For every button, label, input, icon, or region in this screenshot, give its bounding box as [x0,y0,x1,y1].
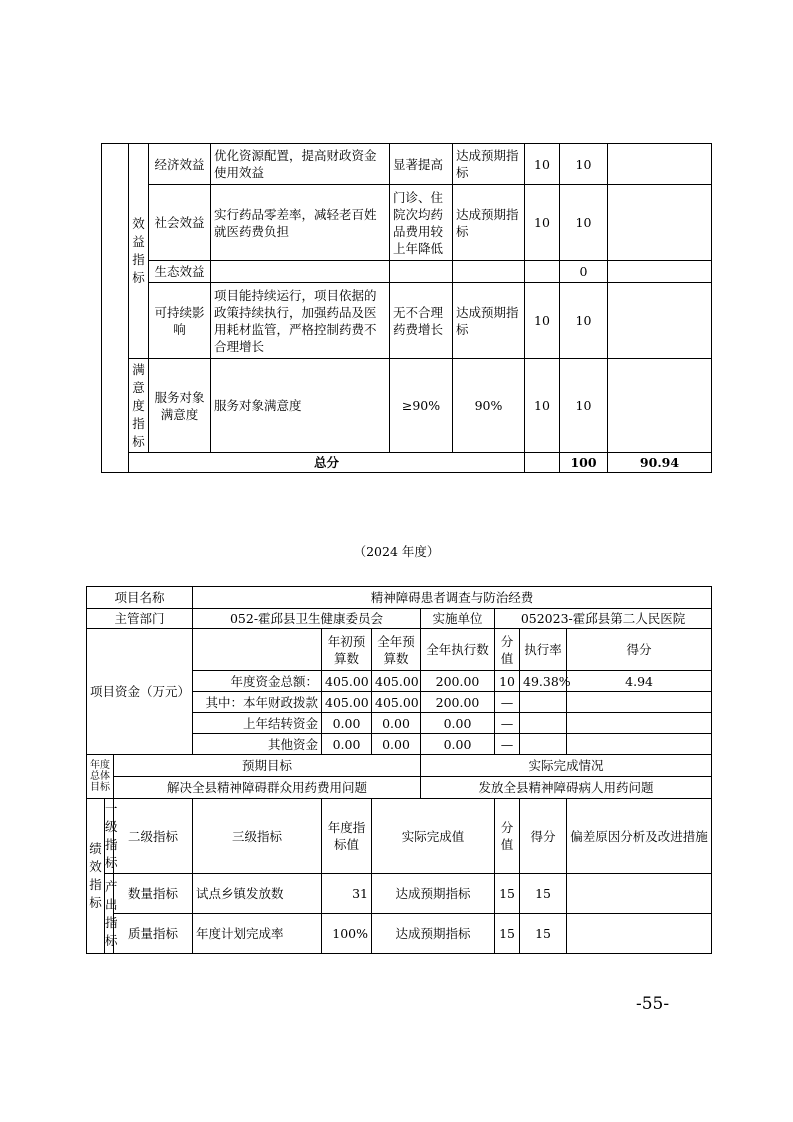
actual-cell: 达成预期指标 [453,185,525,261]
remark-cell [608,359,712,453]
annual-goal-label: 年度总体目标 [87,755,114,799]
initial-budget-cell: 0.00 [322,734,372,755]
level2-cell: 生态效益 [149,261,211,283]
level2-header: 二级指标 [114,799,193,874]
table-row [87,874,712,914]
score-cell: 0 [560,261,608,283]
header-rate: 执行率 [520,629,567,671]
funds-header-row [87,629,712,671]
full-budget-cell: 0.00 [372,734,421,755]
project-name-value: 精神障碍患者调查与防治经费 [193,587,712,609]
rate-cell [520,734,567,755]
executed-cell: 0.00 [421,713,495,734]
executed-cell: 200.00 [421,692,495,713]
actual-cell: 达成预期指标 [453,144,525,185]
project-name-label: 项目名称 [87,587,193,609]
level3-cell: 年度计划完成率 [193,914,322,954]
header-full-budget: 全年预算数 [372,629,421,671]
dept-value: 052-霍邱县卫生健康委员会 [193,609,421,629]
table-row [102,185,712,261]
funds-row-label: 其中：本年财政拨款 [193,692,322,713]
weight-cell: — [495,713,520,734]
target-cell: 31 [322,874,372,914]
total-row [102,453,712,473]
actual-header: 实际完成值 [372,799,495,874]
dept-label: 主管部门 [87,609,193,629]
funds-header-blank [193,629,322,671]
score-cell: 4.94 [567,671,712,692]
executed-cell: 200.00 [421,671,495,692]
full-budget-cell: 405.00 [372,692,421,713]
actual-goal-header: 实际完成情况 [421,755,712,777]
initial-budget-cell: 405.00 [322,692,372,713]
expected-goal-header: 预期目标 [114,755,421,777]
weight-cell: 10 [525,359,560,453]
level2-cell: 经济效益 [149,144,211,185]
funds-row-label: 其他资金 [193,734,322,755]
funds-row-label: 上年结转资金 [193,713,322,734]
weight-header: 分值 [495,799,520,874]
remark-cell [608,185,712,261]
level1-blank-cell [102,144,129,473]
total-score: 90.94 [608,453,712,473]
level2-cell: 社会效益 [149,185,211,261]
actual-cell [453,261,525,283]
header-executed: 全年执行数 [421,629,495,671]
funds-row-label: 年度资金总额： [193,671,322,692]
total-blank-cell [525,453,560,473]
score-cell: 10 [560,185,608,261]
unit-value: 052023-霍邱县第二人民医院 [495,609,712,629]
table-row [102,144,712,185]
actual-goal-value: 发放全县精神障碍病人用药问题 [421,777,712,799]
satisfaction-label: 满意度指标 [129,359,149,453]
target-cell: ≥90% [390,359,453,453]
performance-table-continued [101,143,712,473]
score-cell: 10 [560,283,608,359]
actual-cell: 达成预期指标 [372,874,495,914]
score-cell: 10 [560,359,608,453]
remark-cell [608,283,712,359]
level3-cell: 项目能持续运行，项目依据的政策持续执行，加强药品及医用耗材监管，严格控制药费不合理增长 [211,283,390,359]
category-label: 效益指标 [129,144,149,359]
funds-label: 项目资金（万元） [87,629,193,755]
target-cell: 无不合理药费增长 [390,283,453,359]
goal-header-row [87,755,712,777]
level2-cell: 数量指标 [114,874,193,914]
actual-cell: 达成预期指标 [453,283,525,359]
level1-header: 一级指标 [105,799,114,874]
table-row [87,609,712,629]
table-row [87,914,712,954]
rate-cell [520,713,567,734]
weight-cell: 10 [525,283,560,359]
table-row [102,261,712,283]
actual-cell: 达成预期指标 [372,914,495,954]
target-header: 年度指标值 [322,799,372,874]
level2-cell: 服务对象满意度 [149,359,211,453]
level2-cell: 质量指标 [114,914,193,954]
weight-cell: 10 [525,185,560,261]
goal-row [87,777,712,799]
full-budget-cell: 0.00 [372,713,421,734]
weight-cell: — [495,734,520,755]
header-initial-budget: 年初预算数 [322,629,372,671]
remark-header: 偏差原因分析及改进措施 [567,799,712,874]
weight-cell: 10 [495,671,520,692]
initial-budget-cell: 0.00 [322,713,372,734]
rate-cell: 49.38% [520,671,567,692]
level3-cell [211,261,390,283]
level3-cell: 实行药品零差率，减轻老百姓就医药费负担 [211,185,390,261]
weight-cell: 10 [525,144,560,185]
full-budget-cell: 405.00 [372,671,421,692]
table-row [102,359,712,453]
year-title: （2024 年度） [353,544,440,559]
perf-header-row [87,799,712,874]
unit-label: 实施单位 [421,609,495,629]
remark-cell [608,144,712,185]
target-cell [390,261,453,283]
score-cell [567,692,712,713]
remark-cell [567,874,712,914]
actual-cell: 90% [453,359,525,453]
level2-cell: 可持续影响 [149,283,211,359]
weight-cell: — [495,692,520,713]
target-cell: 100% [322,914,372,954]
score-cell [567,713,712,734]
page-number: -55- [636,994,670,1014]
project-performance-table [86,586,712,954]
output-indicator-label: 产出指标 [105,874,114,954]
rate-cell [520,692,567,713]
weight-cell: 15 [495,874,520,914]
level3-cell: 试点乡镇发放数 [193,874,322,914]
total-label: 总分 [129,453,525,473]
score-cell: 15 [520,914,567,954]
header-weight: 分值 [495,629,520,671]
level3-cell: 服务对象满意度 [211,359,390,453]
level3-header: 三级指标 [193,799,322,874]
target-cell: 显著提高 [390,144,453,185]
total-weight: 100 [560,453,608,473]
expected-goal-value: 解决全县精神障碍群众用药费用问题 [114,777,421,799]
executed-cell: 0.00 [421,734,495,755]
target-cell: 门诊、住院次均药品费用较上年降低 [390,185,453,261]
remark-cell [608,261,712,283]
weight-cell: 15 [495,914,520,954]
perf-indicator-label: 绩效指标 [87,799,105,954]
score-cell: 10 [560,144,608,185]
level3-cell: 优化资源配置，提高财政资金使用效益 [211,144,390,185]
table-row [102,283,712,359]
table-row [87,587,712,609]
header-score: 得分 [567,629,712,671]
remark-cell [567,914,712,954]
score-header: 得分 [520,799,567,874]
initial-budget-cell: 405.00 [322,671,372,692]
score-cell: 15 [520,874,567,914]
score-cell [567,734,712,755]
weight-cell [525,261,560,283]
